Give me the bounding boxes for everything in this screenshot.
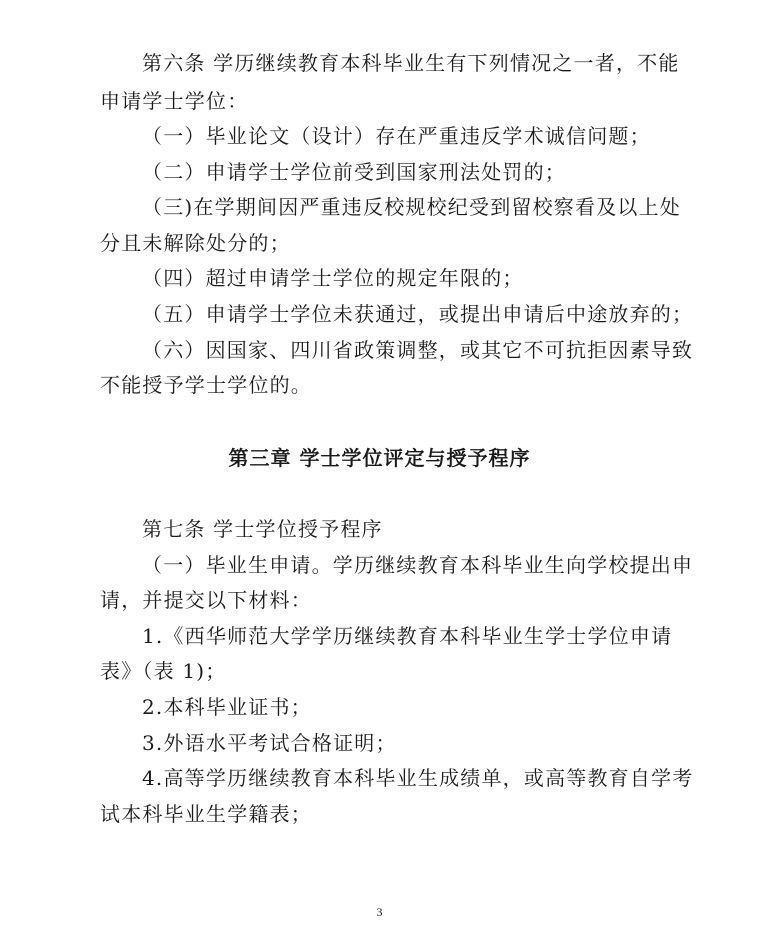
- material-four-line-1: 4.高等学历继续教育本科毕业生成绩单，或高等教育自学考: [142, 766, 694, 790]
- material-three: 3.外语水平考试合格证明；: [142, 731, 397, 755]
- clause-five: （五）申请学士学位未获通过，或提出申请后中途放弃的；: [142, 302, 694, 326]
- step-one-line-1: （一）毕业生申请。学历继续教育本科毕业生向学校提出申: [142, 553, 694, 577]
- clause-four: （四）超过申请学士学位的规定年限的；: [142, 266, 524, 290]
- article-six-line-1: 第六条 学历继续教育本科毕业生有下列情况之一者，不能: [142, 51, 680, 75]
- material-one-line-1: 1.《西华师范大学学历继续教育本科毕业生学士学位申请: [142, 624, 673, 648]
- material-two: 2.本科毕业证书；: [142, 695, 312, 719]
- material-one-line-2: 表》（表 1)；: [100, 659, 227, 683]
- clause-six-line-1: （六）因国家、四川省政策调整，或其它不可抗拒因素导致: [142, 338, 694, 362]
- clause-two: （二）申请学士学位前受到国家刑法处罚的；: [142, 160, 566, 184]
- material-four-line-2: 试本科毕业生学籍表；: [100, 802, 312, 826]
- step-one-line-2: 请，并提交以下材料：: [100, 588, 312, 612]
- clause-three-line-2: 分且未解除处分的；: [100, 231, 291, 255]
- clause-one: （一）毕业论文（设计）存在严重违反学术诚信问题；: [142, 124, 651, 148]
- clause-six-line-2: 不能授予学士学位的。: [100, 373, 312, 397]
- article-seven-title: 第七条 学士学位授予程序: [142, 517, 383, 541]
- article-six-line-2: 申请学士学位：: [100, 89, 249, 113]
- clause-three-line-1: （三)在学期间因严重违反校规校纪受到留校察看及以上处: [142, 195, 682, 219]
- page-number: 3: [376, 905, 383, 919]
- chapter-heading: 第三章 学士学位评定与授予程序: [228, 446, 531, 470]
